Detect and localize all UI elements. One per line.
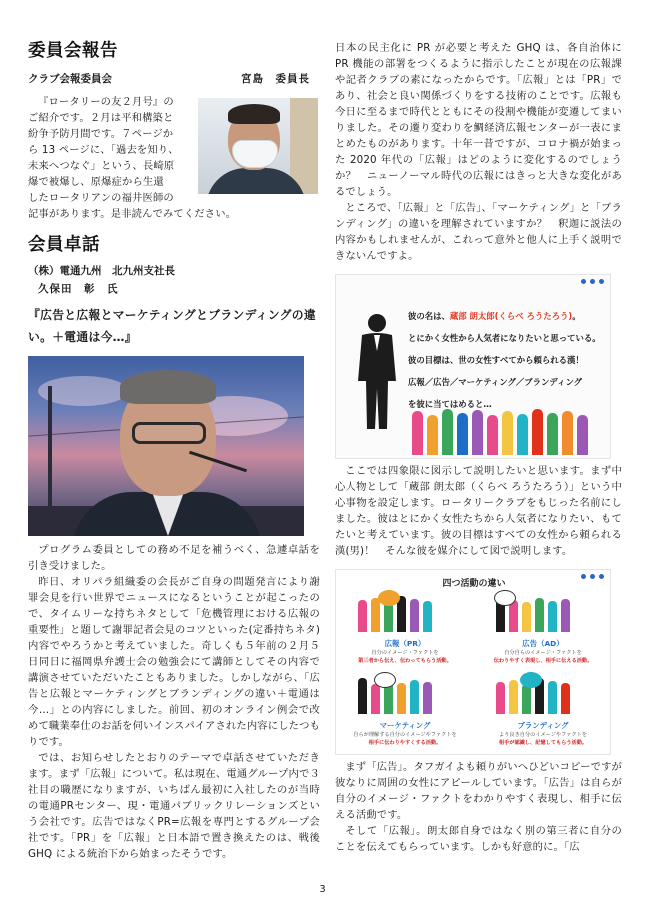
talk-title: 『広告と広報とマーケティングとブランディングの違い。＋電通は今…』 xyxy=(28,308,316,344)
quadrant-pr xyxy=(338,588,472,670)
quadrant-desc: 自らが理解する自分のイメージやファクトを xyxy=(353,732,457,738)
quadrant-desc-red: 伝わりやすく表現し、相手に伝える活動。 xyxy=(493,658,593,664)
figure-line-3: 彼の目標は、世の女性すべてから頼られる漢！ xyxy=(408,355,584,365)
speaker-name: 久保田 彰 氏 xyxy=(38,283,119,295)
figure-character-intro xyxy=(335,274,611,459)
character-name: 蔵部 朗太郎(くらべ ろうたろう) xyxy=(449,311,573,321)
report-line: 未来へつなぐ」という、長崎原 xyxy=(28,160,175,172)
report-line: 『ロータリーの友２月号』の xyxy=(38,96,174,108)
talk-body-right-2 xyxy=(335,463,622,559)
quadrant-label: マーケティング xyxy=(379,721,431,730)
committee-subhead xyxy=(28,72,320,86)
talk-body-left xyxy=(28,542,320,862)
talk-body-right xyxy=(335,40,622,264)
figure-four-activities xyxy=(335,569,611,755)
quadrant-label: ブランディング xyxy=(517,721,569,730)
report-line: ら 13 ページに、「過去を知り、 xyxy=(28,144,179,156)
report-line: 記事があります。是非読んでみてください。 xyxy=(28,208,237,220)
talk-paragraph: ここでは四象限に図示して説明したいと思います。まず中心人物として「蔵部 朗太郎（くらべ ろうたろう）」という中心事物を設定します。ロータリークラブをもじった名前にしました。彼はとにかく女性たちから人気者になりたい、もてたいと考えています。彼の目標はすべての女性から頼られる漢(男)！ そんな彼を媒介にして図で説明します。 xyxy=(335,465,622,557)
report-block xyxy=(28,94,320,220)
committee-name: クラブ会報委員会 xyxy=(28,73,112,85)
page-number: 3 xyxy=(319,884,326,895)
quadrant-desc: 自分のイメージ・ファクトを xyxy=(371,650,439,656)
figure-line-5: を彼に当てはめると… xyxy=(408,399,492,409)
quadrant-desc: 自分自らのイメージ・ファクトを xyxy=(504,650,582,656)
report-line: したロータリアンの福井医師の xyxy=(28,192,174,204)
report-line: 紛争予防月間です。７ページか xyxy=(28,128,174,140)
committee-report-heading: 委員会報告 xyxy=(28,41,118,61)
figure-caption-lines xyxy=(408,305,608,415)
left-column xyxy=(28,40,320,862)
women-silhouettes xyxy=(412,405,608,455)
speaker-company: （株）電通九州 北九州支社長 xyxy=(28,265,175,277)
report-line: ご紹介です。２月は平和構築と xyxy=(28,112,174,124)
member-talk-heading: 会員卓話 xyxy=(28,235,100,255)
figure-title: 四つ活動の違い xyxy=(442,579,506,589)
talk-paragraph: まず「広告」。タフガイよも頼りがいへひどいコピーですが彼なりに周囲の女性にアピールしています。「広告」は自らが自分のイメージ・ファクトをわかりやすく表現し、相手に伝える活動です。 xyxy=(335,761,622,821)
businessman-silhouette xyxy=(354,311,400,431)
speaker-info xyxy=(28,262,320,298)
quadrant-desc-red: 相手に伝わりやすくする活動。 xyxy=(368,740,442,746)
speaker-photo xyxy=(28,356,304,536)
report-line: 爆で被爆し、原爆症から生還 xyxy=(28,176,164,188)
figure-dots xyxy=(581,279,604,284)
quadrant-marketing xyxy=(338,670,472,752)
quadrant-desc-red: 第三者から伝え、伝わってもらう活動。 xyxy=(358,658,452,664)
talk-paragraph: では、お知らせしたとおりのテーマで卓話させていただきます。まず「広報」について。私は現在、電通グループ内で３社目の職歴になりますが、いちばん最初に入社したのが当時の電通PRセンター、現・電通パブリックリレーションズという会社です。広告ではなくPR=広報を専門とするグループ会社です。「PR」を「広報」と日本語で置き換えたのは、戦後 GHQ による統治下から始まったそうです。 xyxy=(28,752,320,860)
committee-chair: 宮島 委員長 xyxy=(241,73,310,85)
talk-body-right-3 xyxy=(335,759,622,855)
quadrant-label: 広報（PR） xyxy=(384,639,426,648)
talk-paragraph: 昨日、オリパラ組織委の会長がご自身の問題発言により謝罪会見を行い世界でニュースになるということが起こったので、タイムリーな持ちネタとして「危機管理における広報の重要性」と題して謝罪記者会見のコツといった(定番持ちネタ)内容でやろうかと考えていました。奇しくも５年前の２月５日同日に福岡県弁護士会の勉強会にて講師としてその内容で講演させていただいたこともありました。しかしながら、「広告と広報とマーケティングとブランディングの違い＋電通は今…」との内容にしました。前回、初のオンライン例会で改めて職業奉仕のお話を伺いインスパイアされた内容にしたつもりです。 xyxy=(28,576,320,748)
talk-paragraph: そして「広報」。朗太郎自身ではなく別の第三者に自分のことを伝えてもらっています。しかも好意的に。「広 xyxy=(335,825,622,853)
talk-paragraph: プログラム委員としての務め不足を補うべく、急遽卓話を引き受けました。 xyxy=(28,544,320,572)
committee-chair-photo xyxy=(198,98,318,194)
quadrant-ad xyxy=(476,588,610,670)
figure-line-1: 彼の名は、蔵部 朗太郎(くらべ ろうたろう)。 xyxy=(408,311,581,321)
right-column xyxy=(335,40,622,855)
talk-paragraph: 日本の民主化に PR が必要と考えた GHQ は、各自治体に PR 機能の部署をつくるように指示したことが現在の広報課や記者クラブの素になったからです。「広報」とは「PR」であり、社会と良い関係づくりをする技術のことです。広報も今日に至るまで時代とともにその役割や機能が変遷してまいりました。その遷り変わりを鯛経済広報センターが一表にまとめたものがあります。十年一昔ですが、コロナ禍が始まった 2020 年代の「広報」はどのように変化するのでしょうか？ ニューノーマル時代の広報にはきっと大きな変化があるでしょう。 xyxy=(335,42,622,198)
quadrant-desc: より良き自分のイメージやファクトを xyxy=(499,732,587,738)
quadrant-label: 広告（AD） xyxy=(522,639,564,648)
figure-line-2: とにかく女性から人気者になりたいと思っている。 xyxy=(408,333,601,343)
figure-line-4: 広報／広告／マーケティング／ブランディング xyxy=(408,377,583,387)
quadrant-desc-red: 相手が認識し、記憶してもらう活動。 xyxy=(498,740,588,746)
talk-paragraph: ところで、「広報」と「広告」、「マーケティング」と「ブランディング」の違いを理解されていますか？ 釈迦に説法の内容かもしれませんが、これって意外と他人に上手く説明できないんですよ。 xyxy=(335,202,622,262)
quadrant-branding xyxy=(476,670,610,752)
